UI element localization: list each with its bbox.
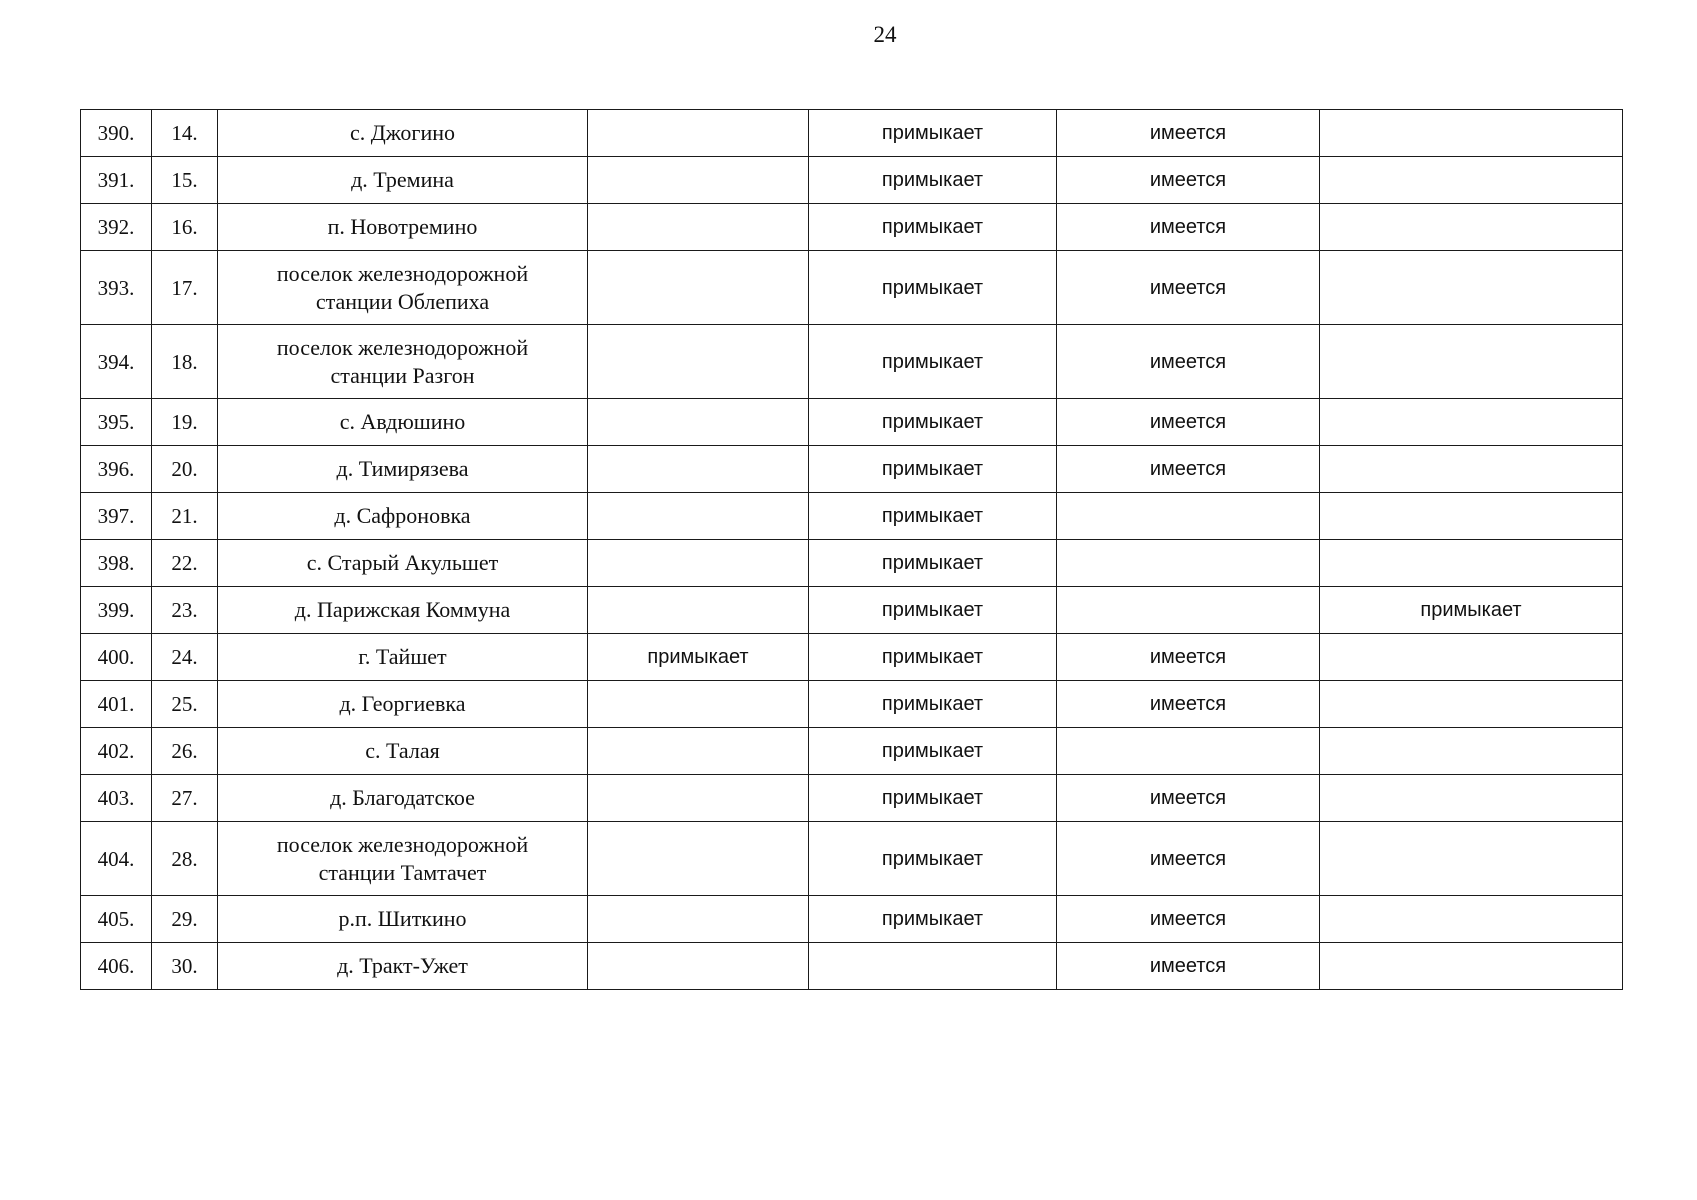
column-a-cell <box>588 493 809 540</box>
sub-number-cell: 14. <box>152 110 218 157</box>
column-d-cell <box>1320 634 1623 681</box>
column-b-cell: примыкает <box>809 325 1057 399</box>
row-number-cell: 401. <box>81 681 152 728</box>
column-c-cell <box>1057 587 1320 634</box>
column-d-cell <box>1320 204 1623 251</box>
sub-number-cell: 26. <box>152 728 218 775</box>
column-c-cell <box>1057 540 1320 587</box>
column-a-cell <box>588 728 809 775</box>
table-row <box>81 399 1623 446</box>
column-b-cell: примыкает <box>809 775 1057 822</box>
table-row <box>81 493 1623 540</box>
sub-number-cell: 21. <box>152 493 218 540</box>
row-number-cell: 390. <box>81 110 152 157</box>
settlement-name-cell: д. Тракт-Ужет <box>218 943 588 990</box>
column-c-cell: имеется <box>1057 446 1320 493</box>
sub-number-cell: 29. <box>152 896 218 943</box>
column-c-cell: имеется <box>1057 110 1320 157</box>
column-d-cell <box>1320 728 1623 775</box>
settlement-name-cell: с. Старый Акульшет <box>218 540 588 587</box>
column-c-cell: имеется <box>1057 634 1320 681</box>
table-row <box>81 325 1623 399</box>
column-c-cell: имеется <box>1057 775 1320 822</box>
table-row <box>81 822 1623 896</box>
column-b-cell: примыкает <box>809 110 1057 157</box>
column-b-cell: примыкает <box>809 204 1057 251</box>
sub-number-cell: 27. <box>152 775 218 822</box>
sub-number-cell: 16. <box>152 204 218 251</box>
column-d-cell <box>1320 157 1623 204</box>
row-number-cell: 393. <box>81 251 152 325</box>
column-c-cell: имеется <box>1057 896 1320 943</box>
column-a-cell <box>588 446 809 493</box>
settlement-name-cell: с. Авдюшино <box>218 399 588 446</box>
row-number-cell: 404. <box>81 822 152 896</box>
column-b-cell: примыкает <box>809 681 1057 728</box>
column-d-cell <box>1320 399 1623 446</box>
column-b-cell: примыкает <box>809 634 1057 681</box>
column-d-cell <box>1320 943 1623 990</box>
column-b-cell: примыкает <box>809 157 1057 204</box>
settlement-name-cell: п. Новотремино <box>218 204 588 251</box>
table-row <box>81 775 1623 822</box>
row-number-cell: 402. <box>81 728 152 775</box>
column-a-cell <box>588 681 809 728</box>
column-a-cell <box>588 204 809 251</box>
table-row <box>81 634 1623 681</box>
table-row <box>81 728 1623 775</box>
column-a-cell <box>588 399 809 446</box>
row-number-cell: 398. <box>81 540 152 587</box>
table-row <box>81 587 1623 634</box>
column-c-cell: имеется <box>1057 157 1320 204</box>
settlement-name-cell: д. Тимирязева <box>218 446 588 493</box>
sub-number-cell: 24. <box>152 634 218 681</box>
row-number-cell: 394. <box>81 325 152 399</box>
table-row <box>81 204 1623 251</box>
settlement-name-cell: поселок железнодорожной станции Облепиха <box>218 251 588 325</box>
column-d-cell: примыкает <box>1320 587 1623 634</box>
sub-number-cell: 30. <box>152 943 218 990</box>
column-c-cell: имеется <box>1057 204 1320 251</box>
column-b-cell: примыкает <box>809 896 1057 943</box>
table-row <box>81 681 1623 728</box>
sub-number-cell: 15. <box>152 157 218 204</box>
column-d-cell <box>1320 681 1623 728</box>
settlement-name-cell: д. Тремина <box>218 157 588 204</box>
table-row <box>81 110 1623 157</box>
settlement-name-cell: с. Джогино <box>218 110 588 157</box>
sub-number-cell: 23. <box>152 587 218 634</box>
settlement-name-cell: д. Парижская Коммуна <box>218 587 588 634</box>
table-body <box>81 110 1623 990</box>
column-a-cell <box>588 157 809 204</box>
column-a-cell <box>588 540 809 587</box>
settlement-name-cell: д. Благодатское <box>218 775 588 822</box>
column-c-cell: имеется <box>1057 822 1320 896</box>
column-a-cell <box>588 251 809 325</box>
settlements-table <box>80 109 1623 990</box>
table-row <box>81 540 1623 587</box>
column-b-cell: примыкает <box>809 540 1057 587</box>
settlement-name-cell: д. Георгиевка <box>218 681 588 728</box>
settlement-name-cell: д. Сафроновка <box>218 493 588 540</box>
sub-number-cell: 17. <box>152 251 218 325</box>
table-row <box>81 251 1623 325</box>
sub-number-cell: 19. <box>152 399 218 446</box>
row-number-cell: 403. <box>81 775 152 822</box>
column-a-cell <box>588 822 809 896</box>
column-b-cell <box>809 943 1057 990</box>
column-d-cell <box>1320 493 1623 540</box>
table-row <box>81 943 1623 990</box>
column-c-cell <box>1057 728 1320 775</box>
column-d-cell <box>1320 110 1623 157</box>
column-c-cell: имеется <box>1057 681 1320 728</box>
row-number-cell: 399. <box>81 587 152 634</box>
column-a-cell <box>588 943 809 990</box>
sub-number-cell: 22. <box>152 540 218 587</box>
row-number-cell: 391. <box>81 157 152 204</box>
row-number-cell: 395. <box>81 399 152 446</box>
column-b-cell: примыкает <box>809 822 1057 896</box>
row-number-cell: 406. <box>81 943 152 990</box>
sub-number-cell: 18. <box>152 325 218 399</box>
column-a-cell <box>588 775 809 822</box>
column-a-cell: примыкает <box>588 634 809 681</box>
column-c-cell: имеется <box>1057 399 1320 446</box>
table-row <box>81 896 1623 943</box>
column-d-cell <box>1320 822 1623 896</box>
row-number-cell: 392. <box>81 204 152 251</box>
table-row <box>81 157 1623 204</box>
settlement-name-cell: с. Талая <box>218 728 588 775</box>
sub-number-cell: 20. <box>152 446 218 493</box>
column-c-cell: имеется <box>1057 943 1320 990</box>
page-number: 24 <box>873 22 897 47</box>
settlement-name-cell: г. Тайшет <box>218 634 588 681</box>
sub-number-cell: 28. <box>152 822 218 896</box>
column-a-cell <box>588 325 809 399</box>
column-d-cell <box>1320 540 1623 587</box>
row-number-cell: 397. <box>81 493 152 540</box>
settlement-name-cell: р.п. Шиткино <box>218 896 588 943</box>
column-b-cell: примыкает <box>809 399 1057 446</box>
column-b-cell: примыкает <box>809 251 1057 325</box>
column-c-cell <box>1057 493 1320 540</box>
column-a-cell <box>588 587 809 634</box>
sub-number-cell: 25. <box>152 681 218 728</box>
table-row <box>81 446 1623 493</box>
settlement-name-cell: поселок железнодорожной станции Разгон <box>218 325 588 399</box>
column-a-cell <box>588 896 809 943</box>
row-number-cell: 396. <box>81 446 152 493</box>
column-d-cell <box>1320 896 1623 943</box>
settlement-name-cell: поселок железнодорожной станции Тамтачет <box>218 822 588 896</box>
column-b-cell: примыкает <box>809 728 1057 775</box>
column-c-cell: имеется <box>1057 325 1320 399</box>
column-c-cell: имеется <box>1057 251 1320 325</box>
column-d-cell <box>1320 251 1623 325</box>
column-b-cell: примыкает <box>809 587 1057 634</box>
column-d-cell <box>1320 325 1623 399</box>
row-number-cell: 405. <box>81 896 152 943</box>
row-number-cell: 400. <box>81 634 152 681</box>
column-d-cell <box>1320 446 1623 493</box>
column-b-cell: примыкает <box>809 446 1057 493</box>
column-a-cell <box>588 110 809 157</box>
column-b-cell: примыкает <box>809 493 1057 540</box>
column-d-cell <box>1320 775 1623 822</box>
